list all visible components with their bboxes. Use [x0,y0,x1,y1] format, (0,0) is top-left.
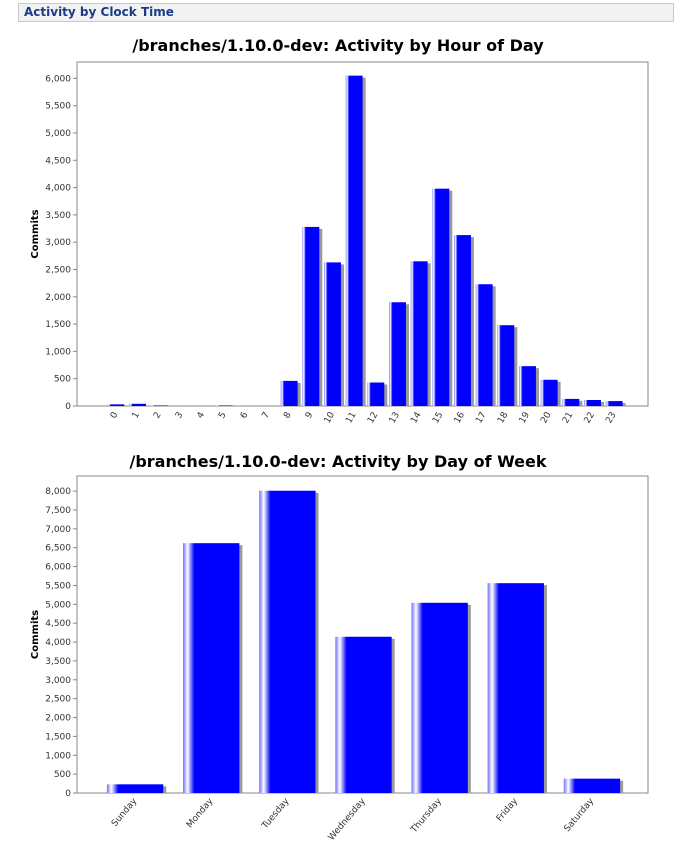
y-tick-label: 7,000 [45,524,71,535]
x-tick-label: 17 [474,410,489,426]
x-tick-label: 23 [604,410,619,426]
x-tick-label: 13 [387,410,403,426]
bar [411,603,467,793]
y-tick-label: 8,000 [45,487,71,498]
chart-title: /branches/1.10.0-dev: Activity by Hour of Day [132,36,544,55]
y-tick-label: 500 [53,374,71,385]
x-tick-label: 1 [130,410,143,421]
bar [183,543,239,793]
bar [259,491,315,793]
y-tick-label: 1,000 [45,347,71,358]
y-tick-label: 6,000 [45,74,71,85]
x-tick-label: 8 [282,410,294,421]
x-tick-label: Friday [494,796,521,824]
y-axis-label: Commits [30,209,41,259]
y-tick-label: 2,500 [45,265,71,276]
x-tick-label: Saturday [562,796,597,835]
section-title: Activity by Clock Time [24,5,174,19]
y-tick-label: 4,500 [45,619,71,630]
x-tick-label: 18 [496,410,511,426]
x-tick-label: 0 [108,410,121,421]
y-tick-label: 5,500 [45,581,71,592]
bar [335,637,391,793]
x-tick-label: 6 [238,410,251,421]
y-tick-label: 3,500 [45,210,71,221]
y-tick-label: 3,000 [45,238,71,249]
chart-title: /branches/1.10.0-dev: Activity by Day of Week [129,452,547,471]
x-tick-label: Wednesday [326,796,368,843]
y-tick-label: 2,500 [45,694,71,705]
x-tick-label: 7 [260,410,273,421]
y-tick-label: 7,500 [45,505,71,516]
x-tick-label: 22 [582,410,598,426]
y-tick-label: 6,000 [45,562,71,573]
bar [564,779,620,793]
y-tick-label: 2,000 [45,713,71,724]
bar [488,583,544,793]
y-tick-label: 4,000 [45,183,71,194]
x-tick-label: 12 [366,410,381,426]
x-tick-label: 15 [431,410,446,426]
y-tick-label: 3,500 [45,656,71,667]
x-tick-label: 20 [539,410,554,426]
y-tick-label: 500 [53,770,71,781]
y-tick-label: 1,000 [45,751,71,762]
x-tick-label: 19 [517,410,533,426]
y-tick-label: 1,500 [45,320,71,331]
x-tick-label: Monday [185,796,216,831]
y-tick-label: 3,000 [45,675,71,686]
x-tick-label: 9 [303,410,316,421]
x-tick-label: 16 [452,410,468,426]
x-tick-label: 5 [217,410,229,421]
x-tick-label: 4 [195,410,208,421]
y-tick-label: 0 [65,402,71,412]
y-tick-label: 5,000 [45,600,71,611]
x-tick-label: Thursday [409,796,444,835]
x-tick-label: Tuesday [260,796,292,831]
x-tick-label: 14 [409,410,424,426]
x-tick-label: 3 [173,410,186,421]
y-tick-label: 0 [65,789,71,799]
x-tick-label: 11 [344,410,359,426]
y-tick-label: 6,500 [45,543,71,554]
y-tick-label: 4,500 [45,156,71,167]
y-tick-label: 5,000 [45,128,71,139]
y-tick-label: 4,000 [45,638,71,649]
x-tick-label: 2 [152,410,164,421]
y-tick-label: 2,000 [45,292,71,303]
y-tick-label: 1,500 [45,732,71,743]
x-tick-label: 21 [561,410,576,426]
x-tick-label: 10 [322,410,338,426]
x-tick-label: Sunday [110,796,140,829]
bar [107,784,163,793]
y-axis-label: Commits [30,609,41,660]
y-tick-label: 5,500 [45,101,71,112]
